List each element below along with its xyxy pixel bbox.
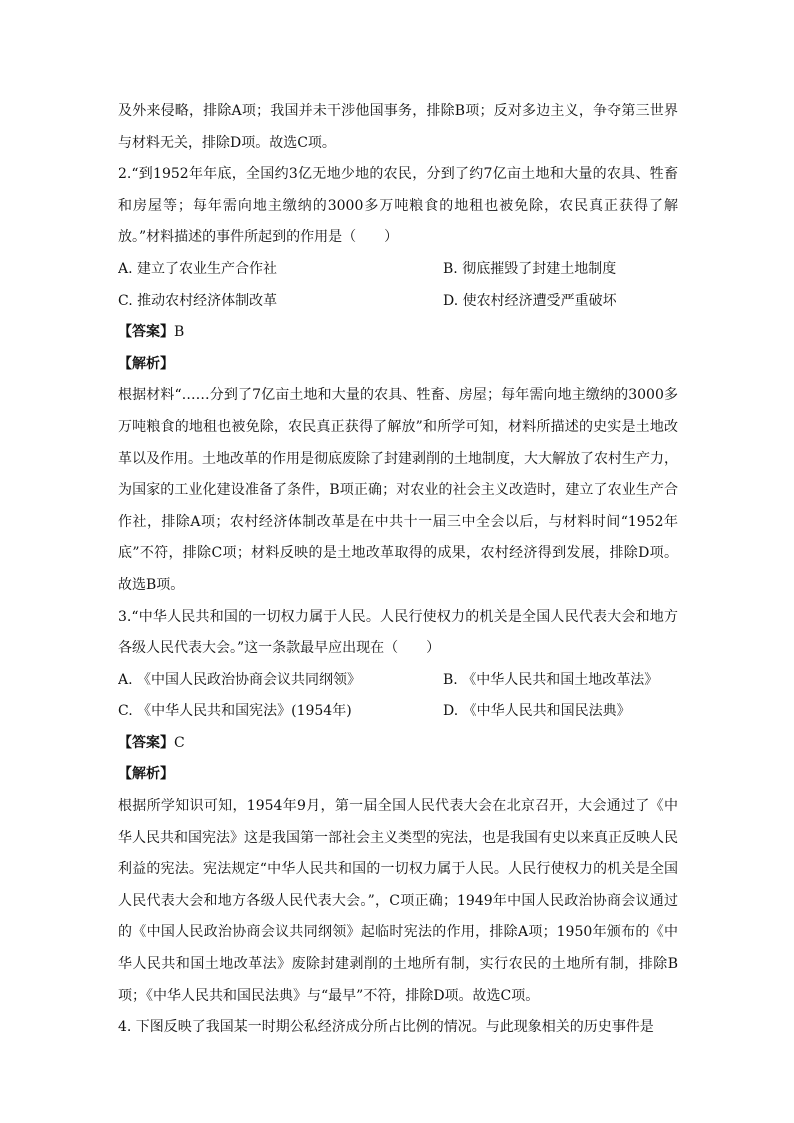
- question-2-answer: [118, 317, 678, 349]
- question-3-analysis: 根据所学知识可知，1954年9月，第一届全国人民代表大会在北京召开，大会通过了《中华人民共和国宪法》这是我国第一部社会主义类型的宪法，也是我国有史以来真正反映人民利益的宪法。宪法规定“中华人民共和国的一切权力属于人民。人民行使权力的机关是全国人民代表大会和地方各级人民代表大会。”，C项正确；1949年中国人民政治协商会议通过的《中国人民政治协商会议共同纲领》起临时宪法的作用，排除A项；1950年颁布的《中华人民共和国土地改革法》废除封建剥削的土地所有制，实行农民的土地所有制，排除B项；《中华人民共和国民法典》与“最早”不符，排除D项。故选C项。: [118, 798, 678, 1004]
- question-2-analysis-heading: [118, 349, 678, 381]
- question-2-analysis: 根据材料“……分到了7亿亩土地和大量的农具、牲畜、房屋；每年需向地主缴纳的3000多万吨粮食的地租也被免除，农民真正获得了解放”和所学可知，材料所描述的史实是土地改革以及作用。土地改革的作用是彻底废除了封建剥削的土地制度，大大解放了农村生产力，为国家的工业化建设准备了条件，B项正确；对农业的社会主义改造时，建立了农业生产合作社，排除A项；农村经济体制改革是在中共十一届三中全会以后，与材料时间“1952年底”不符，排除C项；材料反映的是土地改革取得的成果，农村经济得到发展，排除D项。故选B项。: [118, 387, 678, 593]
- question-3-answer: [118, 728, 678, 760]
- answer-value: C: [174, 734, 185, 751]
- question-2-option-b: B. 彻底摧毁了封建土地制度: [443, 260, 617, 277]
- paragraph-q1-explanation-tail: 及外来侵略，排除A项；我国并未干涉他国事务，排除B项；反对多边主义，争夺第三世界与材料无关，排除D项。故选C项。: [118, 103, 678, 151]
- document-page: [118, 96, 678, 1044]
- question-3-option-a: A. 《中国人民政治协商会议共同纲领》: [118, 671, 362, 688]
- question-3-option-c: C. 《中华人民共和国宪法》(1954年): [118, 703, 352, 720]
- question-3-analysis-heading: [118, 759, 678, 791]
- answer-label: 【答案】: [118, 734, 174, 751]
- analysis-label: 【解析】: [118, 766, 174, 783]
- question-3-stem: 3.“中华人民共和国的一切权力属于人民。人民行使权力的机关是全国人民代表大会和地方各级人民代表大会。”这一条款最早应出现在（ ）: [118, 608, 678, 657]
- question-3-options: [118, 665, 678, 728]
- question-2-option-a: A. 建立了农业生产合作社: [118, 260, 278, 277]
- question-2-option-c: C. 推动农村经济体制改革: [118, 292, 278, 309]
- question-4-stem: 4. 下图反映了我国某一时期公私经济成分所占比例的情况。与此现象相关的历史事件是: [118, 1019, 654, 1036]
- question-2-stem: 2.“到1952年年底，全国约3亿无地少地的农民，分到了约7亿亩土地和大量的农具、牲畜和房屋等；每年需向地主缴纳的3000多万吨粮食的地租也被免除，农民真正获得了解放。”材料描述的事件所起到的作用是（ ）: [118, 166, 678, 246]
- answer-value: B: [174, 324, 185, 341]
- question-2-options: [118, 254, 678, 317]
- analysis-label: 【解析】: [118, 355, 174, 372]
- question-3-option-b: B. 《中华人民共和国土地改革法》: [443, 671, 659, 688]
- question-3-option-d: D. 《中华人民共和国民法典》: [443, 703, 631, 720]
- answer-label: 【答案】: [118, 324, 174, 341]
- question-2-option-d: D. 使农村经济遭受严重破坏: [443, 292, 617, 309]
